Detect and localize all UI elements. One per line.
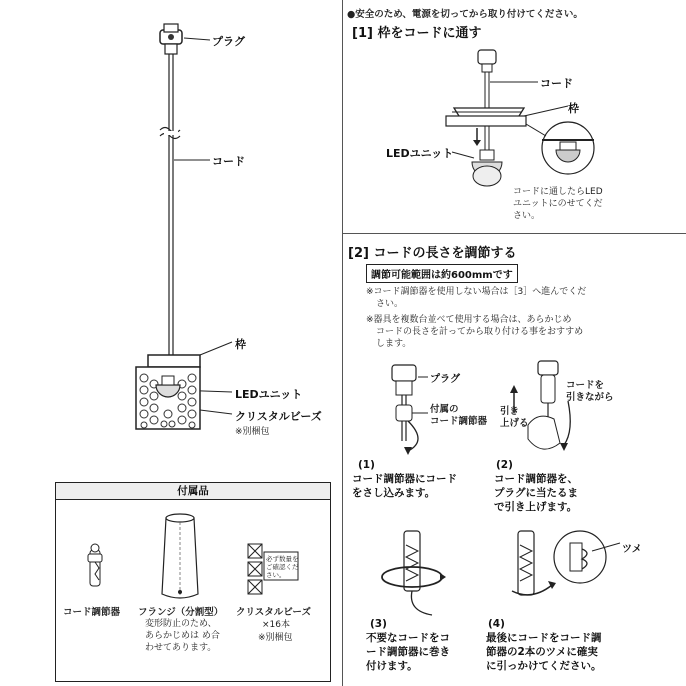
frame-label: 枠	[235, 338, 246, 351]
separate-pack-note: ※別梱包	[235, 427, 270, 437]
step2-3-number: (3)	[370, 618, 387, 630]
crystal-beads-label: クリスタルビーズ	[235, 410, 322, 423]
bag-note: 必ず数量を ご確認くだ さい。	[266, 555, 299, 579]
safety-note: ●安全のため、電源を切ってから取り付けてください。	[347, 9, 583, 20]
step2-1-text: コード調節器にコード をさし込みます。	[352, 473, 457, 499]
step2-4-number: (4)	[488, 618, 505, 630]
accessories-title-bar: 付属品	[56, 483, 330, 500]
plug-label: プラグ	[212, 35, 245, 48]
adjuster-label: コード調節器	[63, 607, 121, 618]
step2-2-text: コード調節器を、 プラグに当たるま で引き上げます。	[494, 473, 578, 513]
step1-heading: [1] 枠をコードに通す	[352, 26, 482, 41]
step1-led-label: LEDユニット	[386, 147, 454, 160]
step2-3-text: 不要なコードをコ ード調節器に巻き 付けます。	[366, 632, 450, 672]
step2-1-number: (1)	[358, 459, 375, 471]
step1-frame-label: 枠	[568, 102, 579, 115]
step2-note1: ※コード調節器を使用しない場合は［3］へ進んでくだ さい。	[366, 287, 587, 309]
attached-adjuster-label: 付属の コード調節器	[430, 404, 488, 427]
step2-note2: ※器具を複数台並べて使用する場合は、あらかじめ コードの長さを計ってから取り付ける事をおすすめ します。	[366, 315, 584, 349]
step2-plug-label: プラグ	[430, 374, 460, 385]
step2-heading: [2] コードの長さを調節する	[348, 246, 517, 261]
step2-2-number: (2)	[496, 459, 513, 471]
flange-label: フランジ（分割型）	[138, 607, 224, 618]
beads-count: ×16本	[262, 620, 290, 630]
range-box: 調節可能範囲は約600mmです	[366, 264, 518, 283]
led-unit-label: LEDユニット	[235, 388, 303, 401]
cord-label: コード	[212, 155, 245, 168]
beads-separate-note: ※別梱包	[258, 633, 293, 643]
step1-cord-label: コード	[540, 77, 573, 90]
claw-label: ツメ	[622, 544, 642, 555]
beads-label: クリスタルビーズ	[236, 607, 311, 618]
pull-up-label: 引き 上げる	[500, 406, 529, 429]
pull-cord-label: コードを 引きながら	[566, 380, 614, 403]
step1-note: コードに通したらLED ユニットにのせてくだ さい。	[513, 187, 603, 221]
flange-note: 変形防止のため、 あらかじめは め合 わせてあります。	[145, 619, 220, 653]
step2-4-text: 最後にコードをコード調 節器の2本のツメに確実 に引っかけてください。	[486, 632, 602, 672]
